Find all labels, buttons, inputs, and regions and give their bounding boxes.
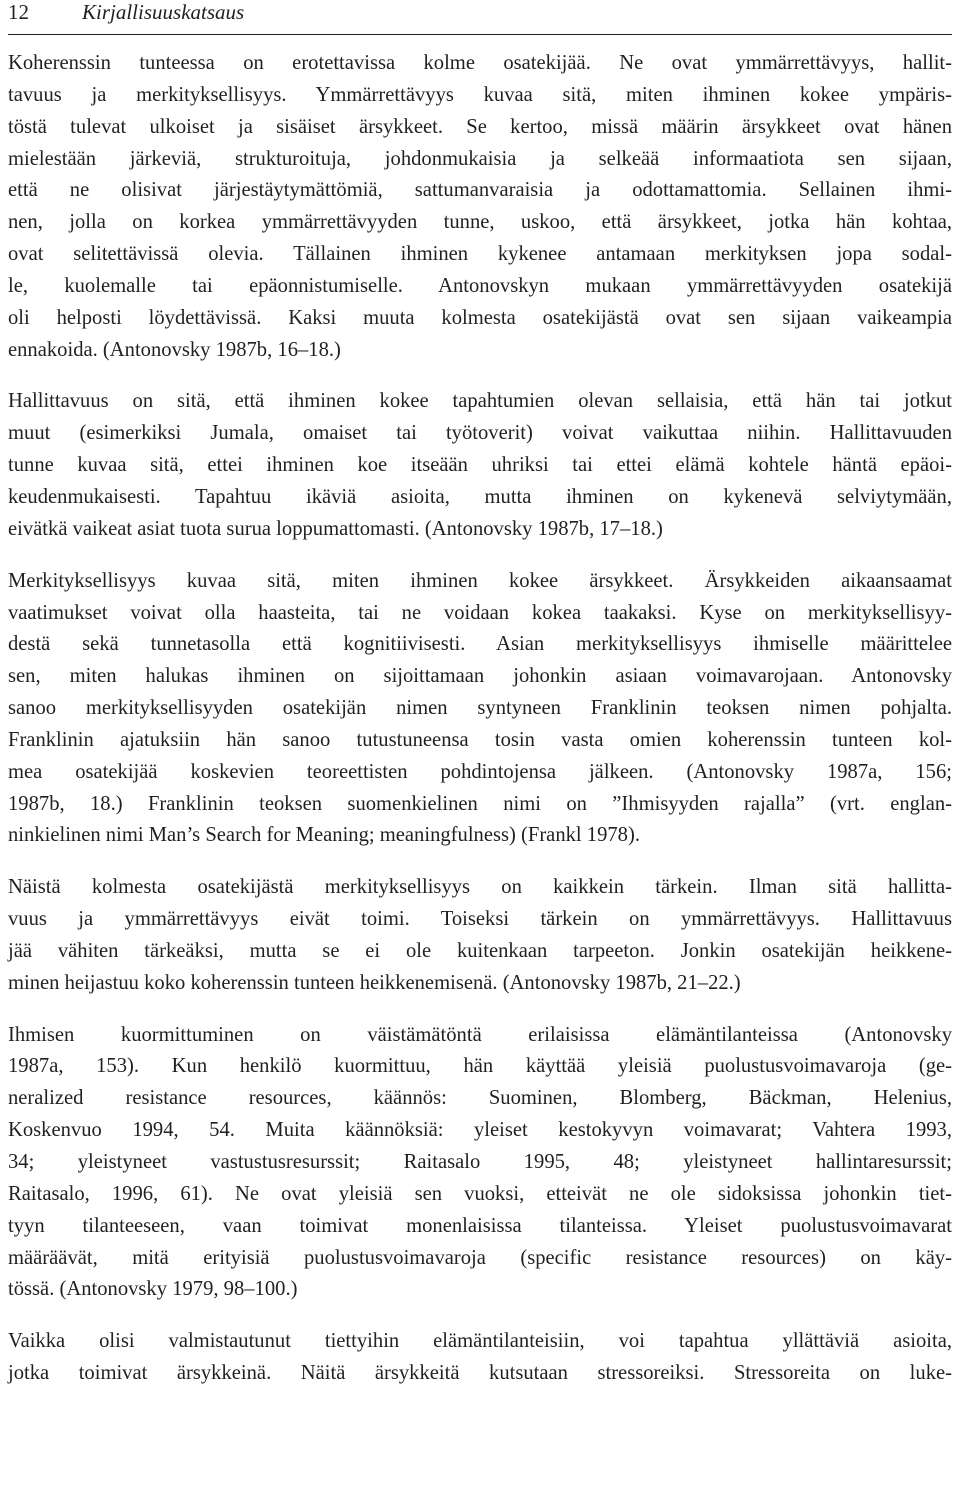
text-line: Koherenssin tunteessa on erotettavissa kolme osatekijää. Ne ovat ymmärrettävyys, hallit- <box>8 52 952 74</box>
text-line: Näistä kolmesta osatekijästä merkityksellisyys on kaikkein tärkein. Ilman sitä hallitta- <box>8 876 952 899</box>
text-line: 1987a, 153). Kun henkilö kuormittuu, hän käyttää yleisiä puolustusvoimavaroja (ge- <box>8 1055 952 1078</box>
text-line: Koskenvuo 1994, 54. Muita käännöksiä: yleiset kestokyvyn voimavarat; Vahtera 1993, <box>8 1119 952 1142</box>
text-line: tunne kuvaa sitä, ettei ihminen koe itseään uhriksi tai ettei elämä kohtele häntä epäoi- <box>8 454 952 477</box>
text-line: Vaikka olisi valmistautunut tiettyihin elämäntilanteisiin, voi tapahtua yllättäviä asioita, <box>8 1330 952 1353</box>
text-line: le, kuolemalle tai epäonnistumiselle. Antonovskyn mukaan ymmärrettävyyden osatekijä <box>8 274 952 297</box>
text-line: mea osatekijää koskevien teoreettisten pohdintojensa jälkeen. (Antonovsky 1987a, 156; <box>8 760 952 783</box>
paragraph <box>8 872 952 999</box>
text-line: oli helposti löydettävissä. Kaksi muuta kolmesta osatekijästä ovat sen sijaan vaikeampia <box>8 306 952 329</box>
text-line: destä sekä tunnetasolla että kognitiivisesti. Asian merkityksellisyys ihmiselle määrittelee <box>8 633 952 656</box>
text-line: ovat selitettävissä olevia. Tällainen ihminen kykenee antamaan merkityksen jopa sodal- <box>8 243 952 266</box>
paragraph <box>8 566 952 853</box>
text-line: 34; yleistyneet vastustusresurssit; Raitasalo 1995, 48; yleistyneet hallintaresurssit; <box>8 1151 952 1173</box>
text-line: vuus ja ymmärrettävyys eivät toimi. Toiseksi tärkein on ymmärrettävyys. Hallittavuus <box>8 908 952 931</box>
text-line: jotka toimivat ärsykkeinä. Näitä ärsykkeitä kutsutaan stressoreiksi. Stressoreita on luke- <box>8 1362 952 1385</box>
text-line: minen heijastuu koko koherenssin tunteen heikkenemisenä. (Antonovsky 1987b, 21–22.) <box>8 971 741 994</box>
text-line: sanoo merkityksellisyyden osatekijän nimen syntyneen Franklinin teoksen nimen pohjalta. <box>8 697 952 720</box>
text-line: tavuus ja merkityksellisyys. Ymmärrettävyys kuvaa sitä, miten ihminen kokee ympäris- <box>8 83 952 106</box>
text-line: tössä. (Antonovsky 1979, 98–100.) <box>8 1278 298 1301</box>
text-line: jää vähiten tärkeäksi, mutta se ei ole kuitenkaan tarpeeton. Jonkin osatekijän heikkene- <box>8 939 952 962</box>
text-line: mielestään järkeviä, strukturoituja, johdonmukaisia ja selkeää informaatiota sen sijaan, <box>8 147 952 170</box>
text-line: tyyn tilanteeseen, vaan toimivat monenlaisissa tilanteissa. Yleiset puolustusvoimavarat <box>8 1214 952 1237</box>
text-line: Raitasalo, 1996, 61). Ne ovat yleisiä sen vuoksi, etteivät ne ole sidoksissa johonkin tiet- <box>8 1182 952 1205</box>
text-line: Franklinin ajatuksiin hän sanoo tutustuneensa tosin vasta omien koherenssin tunteen kol- <box>8 728 952 751</box>
document-page <box>8 0 952 1410</box>
text-line: Ihmisen kuormittuminen on väistämätöntä erilaisissa elämäntilanteissa (Antonovsky <box>8 1023 952 1046</box>
body-text <box>8 48 952 1390</box>
text-line: ninkielinen nimi Man’s Search for Meaning; meaningfulness) (Frankl 1978). <box>8 824 640 847</box>
text-line: muut (esimerkiksi Jumala, omaiset tai työtoverit) voivat vaikuttaa niihin. Hallittavuuden <box>8 422 952 445</box>
text-line: vaatimukset voivat olla haasteita, tai ne voidaan kokea taakaksi. Kyse on merkityksellisyy- <box>8 601 952 624</box>
text-line: keudenmukaisesti. Tapahtuu ikäviä asioita, mutta ihminen on kykenevä selviytymään, <box>8 485 952 508</box>
paragraph <box>8 386 952 545</box>
text-line: sen, miten halukas ihminen on sijoittamaan johonkin asiaan voimavarojaan. Antonovsky <box>8 665 952 688</box>
paragraph <box>8 1020 952 1307</box>
text-line: eivätkä vaikeat asiat tuota surua loppumattomasti. (Antonovsky 1987b, 17–18.) <box>8 517 663 540</box>
paragraph <box>8 1326 952 1390</box>
page-number: 12 <box>8 0 29 24</box>
text-line: ennakoida. (Antonovsky 1987b, 16–18.) <box>8 338 341 361</box>
text-line: että ne olisivat järjestäytymättömiä, sattumanvaraisia ja odottamattomia. Sellainen ihmi- <box>8 179 952 202</box>
text-line: Hallittavuus on sitä, että ihminen kokee tapahtumien olevan sellaisia, että hän tai jotkut <box>8 390 952 413</box>
paragraph <box>8 48 952 366</box>
text-line: töstä tulevat ulkoiset ja sisäiset ärsykkeet. Se kertoo, missä määrin ärsykkeet ovat hänen <box>8 115 952 138</box>
text-line: Merkityksellisyys kuvaa sitä, miten ihminen kokee ärsykkeet. Ärsykkeiden aikaansaamat <box>8 569 952 592</box>
text-line: nen, jolla on korkea ymmärrettävyyden tunne, uskoo, että ärsykkeet, jotka hän kohtaa, <box>8 211 952 234</box>
text-line: määräävät, mitä erityisiä puolustusvoimavaroja (specific resistance resources) on käy- <box>8 1246 952 1269</box>
running-header <box>8 0 952 35</box>
text-line: 1987b, 18.) Franklinin teoksen suomenkielinen nimi on ”Ihmisyyden rajalla” (vrt. englan- <box>8 792 952 815</box>
text-line: neralized resistance resources, käännös: Suominen, Blomberg, Bäckman, Helenius, <box>8 1087 952 1110</box>
running-title: Kirjallisuuskatsaus <box>82 0 245 24</box>
